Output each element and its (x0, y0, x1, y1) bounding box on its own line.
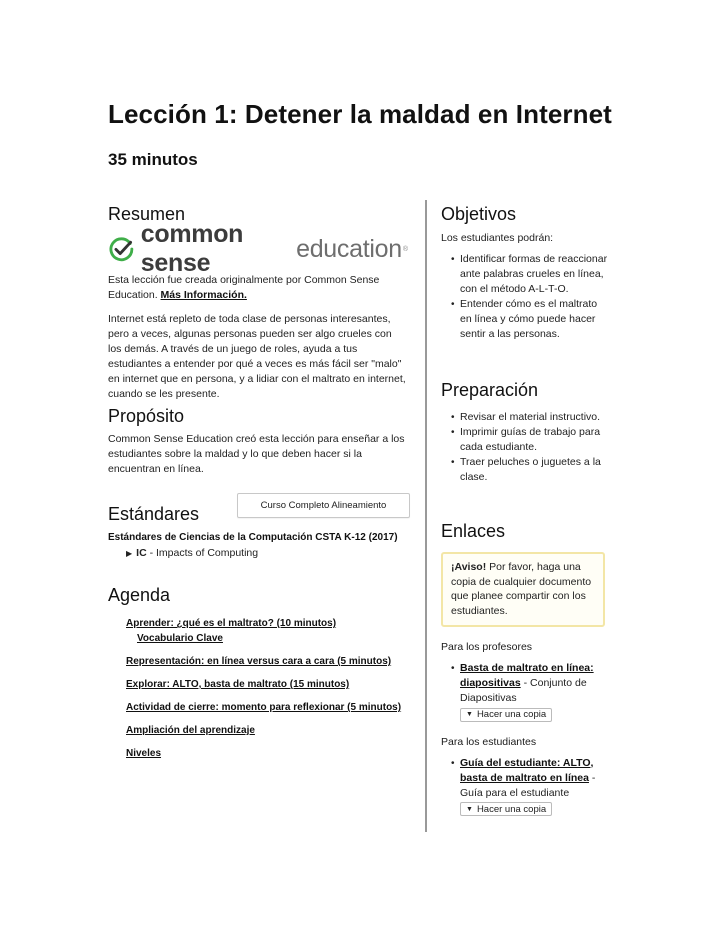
logo-registered-mark: ® (402, 245, 408, 253)
preparacion-section (441, 379, 611, 485)
agenda-link-niveles[interactable]: Niveles (126, 748, 162, 759)
link-description: - Conjunto de Diapositivas (460, 677, 587, 704)
preparacion-item: • Revisar el material instructivo. (451, 410, 611, 425)
full-course-alignment-button[interactable]: Curso Completo Alineamiento (237, 493, 410, 518)
agenda-section (108, 584, 408, 769)
common-sense-logo (108, 220, 408, 277)
credit-paragraph (108, 273, 408, 303)
agenda-item (126, 700, 408, 715)
right-column (441, 203, 611, 815)
agenda-item (126, 677, 408, 692)
enlaces-heading: Enlaces (441, 521, 506, 541)
agenda-list (126, 616, 408, 761)
teachers-links (451, 661, 611, 722)
objetivos-list (451, 252, 611, 342)
students-links (451, 756, 611, 817)
link-item (451, 756, 611, 817)
agenda-item (126, 723, 408, 738)
objetivos-section (441, 203, 611, 342)
column-divider (425, 200, 427, 832)
lesson-duration: 35 minutos (108, 150, 198, 169)
caret-down-icon: ▼ (466, 805, 473, 813)
objetivos-intro: Los estudiantes podrán: (441, 232, 554, 244)
agenda-link-aprender[interactable]: Aprender: ¿qué es el maltrato? (10 minutos) (126, 618, 337, 629)
caret-down-icon: ▼ (466, 711, 473, 718)
make-copy-label: Hacer una copia (476, 709, 547, 720)
standard-label: - Impacts of Computing (146, 547, 259, 559)
objetivo-item: • Identificar formas de reaccionar ante palabras crueles en línea, con el método A-L-T-O. (451, 252, 611, 297)
agenda-link-explorar[interactable]: Explorar: ALTO, basta de maltrato (15 minutos) (126, 679, 350, 690)
standards-framework: Estándares de Ciencias de la Computación CSTA K-12 (2017) (108, 532, 398, 543)
make-copy-button[interactable] (460, 802, 552, 816)
teachers-group-label: Para los profesores (441, 641, 533, 653)
checkmark-circle-icon (108, 233, 135, 265)
warning-label: ¡Aviso! (451, 561, 487, 573)
link-item (451, 661, 611, 722)
objetivos-heading: Objetivos (441, 204, 517, 224)
agenda-link-cierre[interactable]: Actividad de cierre: momento para reflexionar (5 minutos) (126, 702, 402, 713)
agenda-item (126, 746, 408, 761)
students-group-label: Para los estudiantes (441, 735, 537, 748)
standard-item-ic[interactable] (126, 545, 410, 562)
agenda-item (126, 616, 408, 646)
link-description: - Guía para el estudiante (460, 771, 596, 799)
enlaces-section (441, 520, 611, 816)
preparacion-list (451, 410, 611, 485)
student-guide-link[interactable]: Guía del estudiante: ALTO, basta de maltrato en línea (460, 756, 594, 784)
lesson-description: Internet está repleto de toda clase de personas interesantes, pero a veces, algunas personas pueden ser algo crueles con los demás. A través de un juego de roles, ayuda a tus estudiantes a entender por qué a veces es más fácil ser "malo" en internet que en persona, y a lidiar con el maltrato en internet, cuando se les presente. (108, 313, 406, 400)
objetivo-item: • Entender cómo es el maltrato en línea y cómo puede hacer sentir a las personas. (451, 297, 611, 342)
agenda-item (126, 654, 408, 669)
teacher-slides-link[interactable]: Basta de maltrato en línea: diapositivas (460, 662, 594, 689)
agenda-link-vocabulario[interactable]: Vocabulario Clave (137, 633, 223, 644)
estandares-section (108, 493, 410, 562)
make-copy-label: Hacer una copia (476, 803, 547, 815)
preparacion-item: • Traer peluches o juguetes a la clase. (451, 455, 611, 485)
proposito-heading: Propósito (108, 406, 185, 426)
proposito-text: Common Sense Education creó esta lección para enseñar a los estudiantes sobre la maldad y lo que deben hacer si la encuentran en línea. (108, 433, 405, 475)
preparacion-heading: Preparación (441, 380, 539, 400)
agenda-link-representacion[interactable]: Representación: en línea versus cara a cara (5 minutos) (126, 656, 392, 667)
triangle-right-icon: ▶ (126, 549, 133, 558)
credit-text: Esta lección fue creada originalmente por Common Sense Education. (108, 274, 380, 301)
left-column (108, 203, 408, 759)
page-title: Lección 1: Detener la maldad en Internet (108, 99, 612, 129)
preparacion-item: • Imprimir guías de trabajo para cada estudiante. (451, 425, 611, 455)
warning-text: Por favor, haga una copia de cualquier documento que planee compartir con los estudiantes. (451, 561, 592, 617)
agenda-link-ampliacion[interactable]: Ampliación del aprendizaje (126, 725, 255, 736)
agenda-heading: Agenda (108, 585, 171, 605)
resumen-heading: Resumen (108, 204, 186, 224)
standard-code: IC (136, 547, 147, 559)
warning-box (441, 552, 605, 627)
make-copy-button[interactable] (460, 708, 552, 722)
logo-text-strong: common sense (140, 220, 244, 277)
logo-text-light: education (296, 234, 402, 263)
proposito-section (108, 405, 408, 477)
more-info-link[interactable]: Más Información. (160, 289, 247, 301)
estandares-heading: Estándares (108, 504, 200, 524)
resumen-section (108, 203, 408, 402)
